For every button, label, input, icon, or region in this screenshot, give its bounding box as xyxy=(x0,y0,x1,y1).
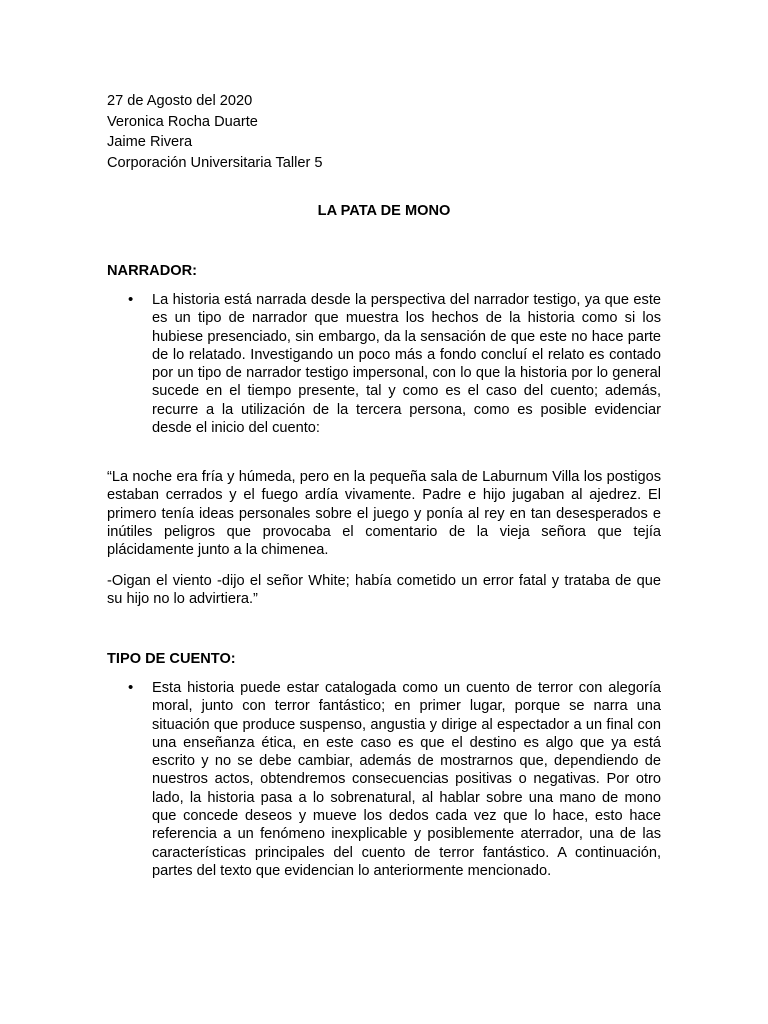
quote-paragraph-2: -Oigan el viento -dijo el señor White; había cometido un error fatal y trataba de que su hijo no lo advirtiera.” xyxy=(107,573,661,608)
bullet-text-narrador: La historia está narrada desde la perspectiva del narrador testigo, ya que este es un tipo de narrador que muestra los hechos de la historia como si los hubiese presenciado, sin embargo, da la sensación de que este no hace parte de lo relatado. Investigando un poco más a fondo concluí el relato es contado por un tipo de narrador testigo impersonal, con lo que la historia por lo general sucede en el tiempo presente, tal y como es el caso del cuento; además, recurre a la utilización de la tercera persona, como es posible evidenciar desde el inicio del cuento: xyxy=(152,292,661,437)
header-institution: Corporación Universitaria Taller 5 xyxy=(107,154,323,171)
header-author: Veronica Rocha Duarte xyxy=(107,113,258,130)
bullet-icon: • xyxy=(128,679,134,696)
header-teacher: Jaime Rivera xyxy=(107,134,193,151)
quote-paragraph-1: “La noche era fría y húmeda, pero en la pequeña sala de Laburnum Villa los postigos estaban cerrados y el fuego ardía vivamente. Padre e hijo jugaban al ajedrez. El primero tenía ideas personales sobre el juego y ponía al rey en tan desesperados e inútiles peligros que provocaba el comentario de la vieja señora que tejía plácidamente junto a la chimenea. xyxy=(107,469,661,559)
header-date: 27 de Agosto del 2020 xyxy=(107,93,253,109)
bullet-icon: • xyxy=(128,291,134,308)
heading-narrador: NARRADOR: xyxy=(107,263,197,279)
bullet-text-tipo: Esta historia puede estar catalogada como un cuento de terror con alegoría moral, junto con terror fantástico; en primer lugar, porque se narra una situación que produce suspenso, angustia y dirige al espectador a un final con una enseñanza ética, en este caso es que el destino es algo que ya está escrito y no se debe cambiar, además de mostrarnos que, dependiendo de nuestros actos, obtendremos consecuencias positivas o negativas. Por otro lado, la historia pasa a lo sobrenatural, al hablar sobre una mano de mono que concede deseos y mueve los dedos cada vez que lo hace, esto hace referencia a un fenómeno inexplicable y posiblemente aterrador, una de las características principales del cuento de terror fantástico. A continuación, partes del texto que evidencian lo anteriormente mencionado. xyxy=(152,680,661,879)
document-title: LA PATA DE MONO xyxy=(317,203,451,219)
heading-tipo-de-cuento: TIPO DE CUENTO: xyxy=(107,651,236,667)
bullet-item-narrador xyxy=(107,291,661,437)
bullet-item-tipo xyxy=(107,679,661,880)
document-header xyxy=(107,91,323,173)
